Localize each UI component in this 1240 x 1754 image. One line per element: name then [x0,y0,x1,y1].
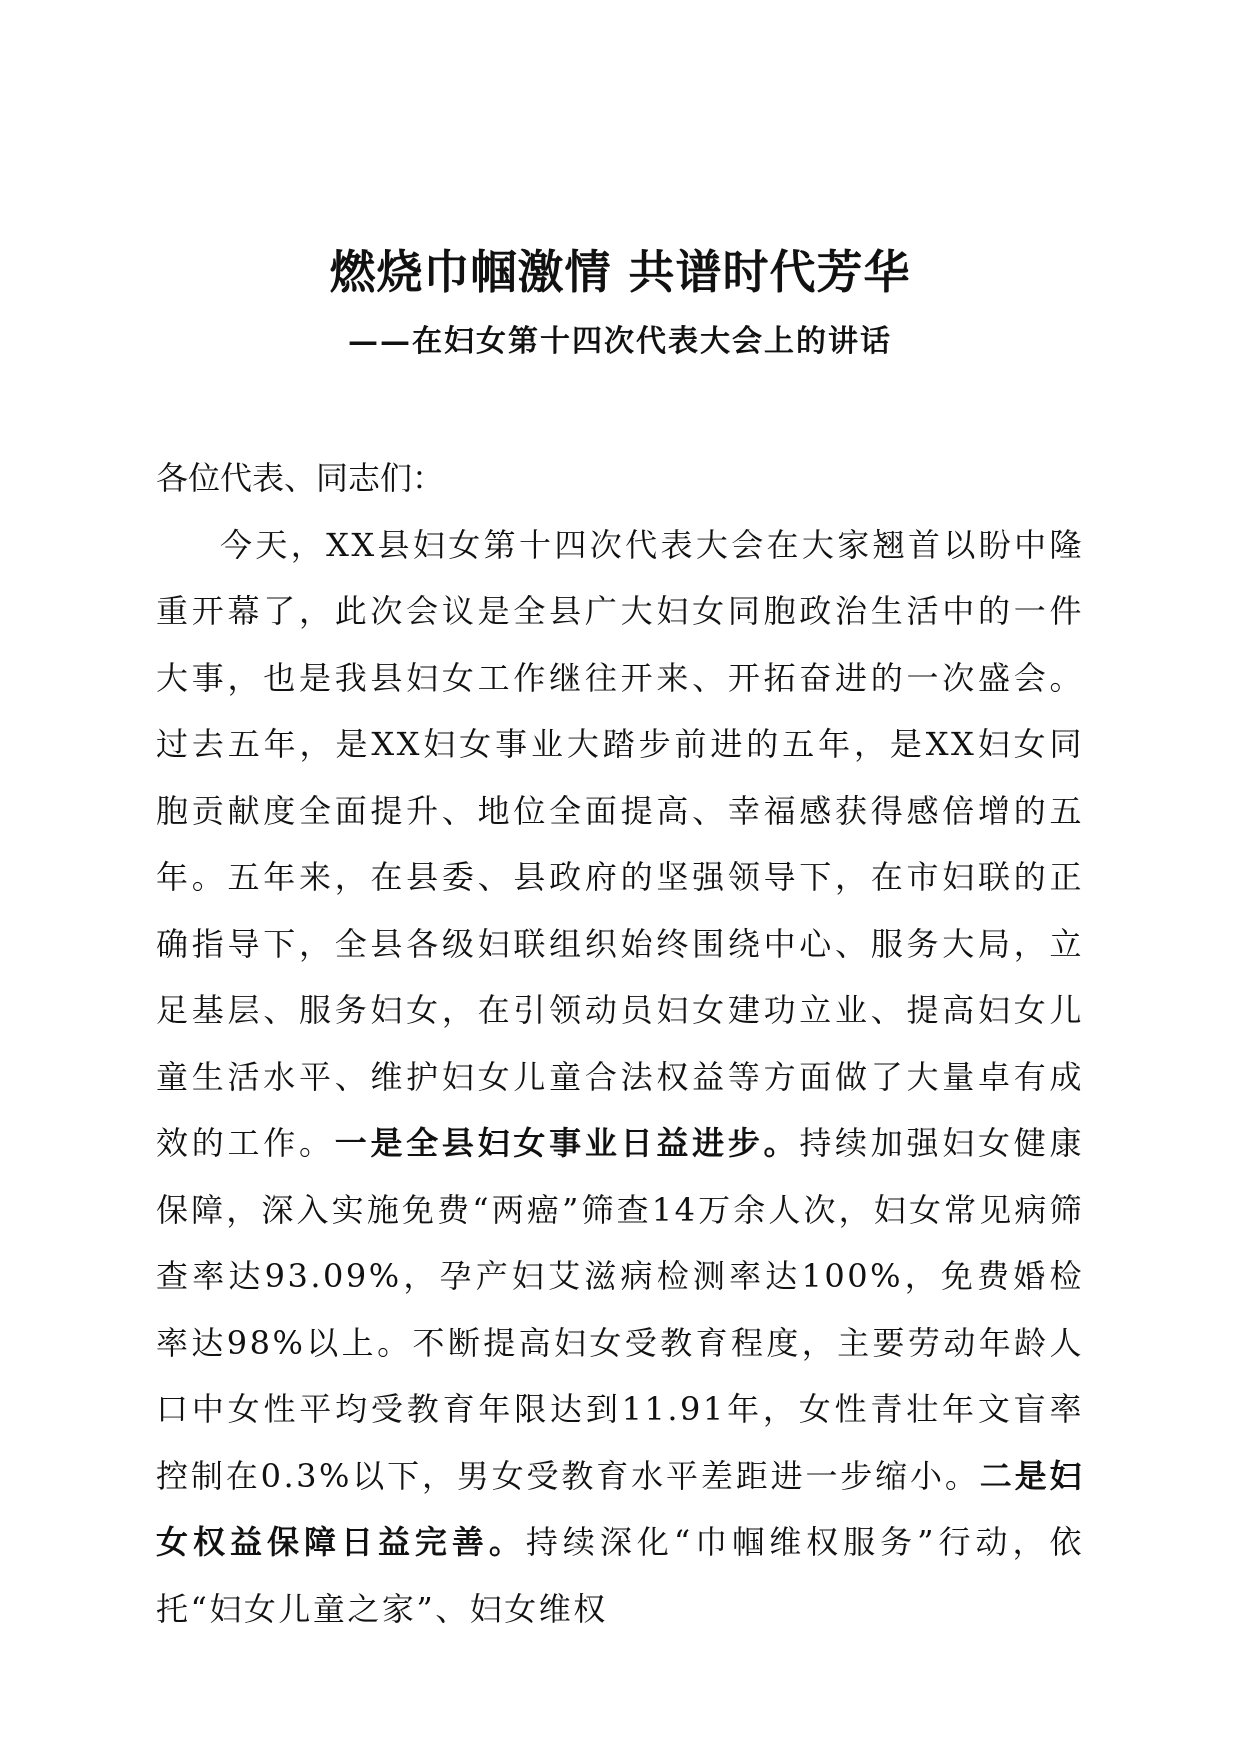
document-title: 燃烧巾帼激情 共谱时代芳华 [329,245,911,299]
salutation: 各位代表、同志们： [156,459,445,497]
body-paragraph [156,512,1084,1643]
point-1-text: 持续加强妇女健康保障，深入实施免费“两癌”筛查14万余人次，妇女常见病筛查率达93.09%，孕产妇艾滋病检测率达100%，免费婚检率达98%以上。不断提高妇女受教育程度，主要劳动年龄人口中女性平均受教育年限达到11.91年，女性青壮年文盲率控制在0.3%以下，男女受教育水平差距进一步缩小。 [156,1124,1084,1495]
point-2-text: 持续深化“巾帼维权服务”行动，依托“妇女儿童之家”、妇女维权 [156,1523,1084,1628]
point-1-heading: 一是全县妇女事业日益进步。 [334,1124,800,1162]
document-body [156,445,1084,1642]
point-2-heading: 二是妇女权益保障日益完善。 [156,1456,1084,1561]
paragraph-intro-text: 今天，XX县妇女第十四次代表大会在大家翘首以盼中隆重开幕了，此次会议是全县广大妇女同胞政治生活中的一件大事，也是我县妇女工作继往开来、开拓奋进的一次盛会。过去五年，是XX妇女事业大踏步前进的五年，是XX妇女同胞贡献度全面提升、地位全面提高、幸福感获得感倍增的五年。五年来，在县委、县政府的坚强领导下，在市妇联的正确指导下，全县各级妇联组织始终围绕中心、服务大局，立足基层、服务妇女，在引领动员妇女建功立业、提高妇女儿童生活水平、维护妇女儿童合法权益等方面做了大量卓有成效的工作。 [156,525,1084,1162]
document-subtitle: ——在妇女第十四次代表大会上的讲话 [348,324,892,359]
